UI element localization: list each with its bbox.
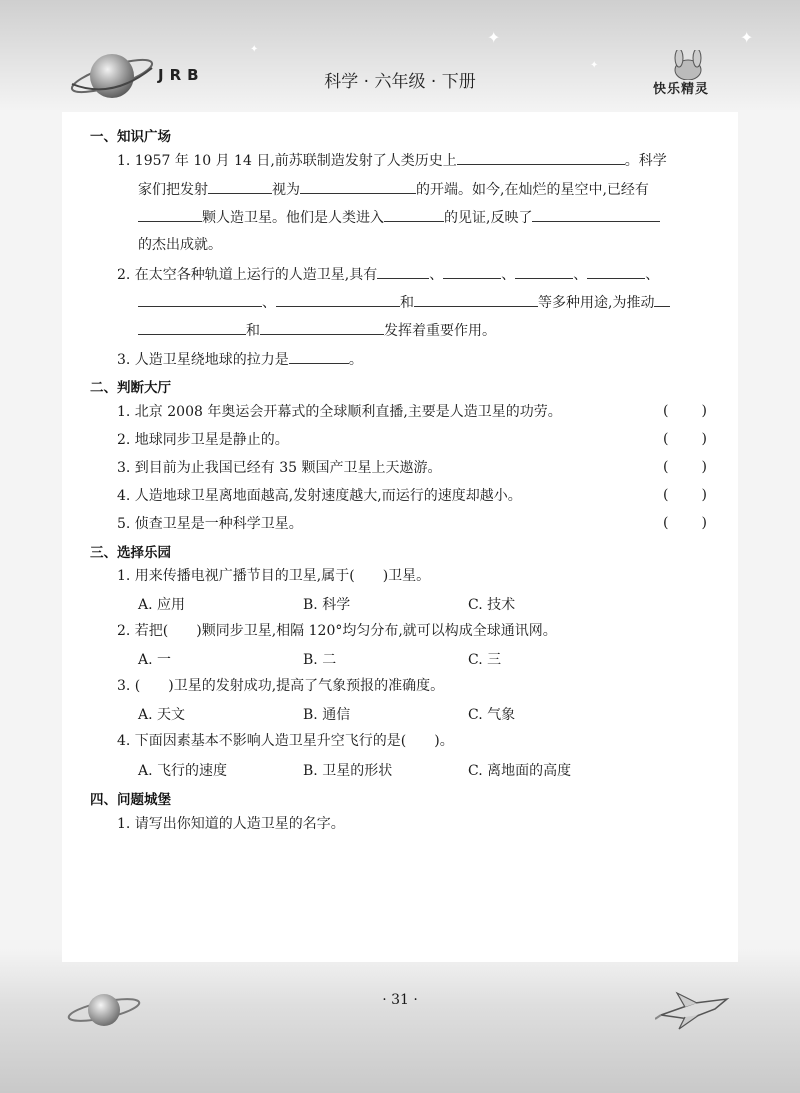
answer-blank[interactable] [515,265,573,279]
section-heading: 三、选择乐园 [90,545,171,561]
choice-option[interactable]: B. 科学 [303,597,351,613]
answer-blank[interactable] [138,321,246,335]
answer-blank[interactable] [443,265,501,279]
open-question: 1. 请写出你知道的人造卫星的名字。 [117,816,345,832]
question-line: 颗人造卫星。他们是人类进入 的见证,反映了 [138,208,660,227]
choice-option[interactable]: B. 通信 [303,707,351,723]
choice-option[interactable]: C. 三 [468,652,502,668]
answer-blank[interactable] [276,293,400,307]
answer-blank[interactable] [532,208,660,222]
brand-mark: JRB [158,66,205,84]
answer-parentheses[interactable]: ( ) [663,431,707,447]
question-line: 和 发挥着重要作用。 [138,321,496,340]
choice-question: 4. 下面因素基本不影响人造卫星升空飞行的是( )。 [117,733,454,749]
choice-option[interactable]: C. 离地面的高度 [468,763,572,779]
judgment-item: 2. 地球同步卫星是静止的。 [117,432,289,448]
question-line: 、 和 等多种用途,为推动 [138,293,670,312]
space-shuttle-icon [655,985,735,1035]
answer-blank[interactable] [414,293,538,307]
choice-option[interactable]: A. 飞行的速度 [138,763,228,779]
judgment-item: 5. 侦查卫星是一种科学卫星。 [117,516,303,532]
page-title: 科学 · 六年级 · 下册 [324,72,476,92]
choice-option[interactable]: B. 二 [303,652,337,668]
question-line: 1. 1957 年 10 月 14 日,前苏联制造发射了人类历史上 。科学 [117,153,667,169]
logo [653,50,723,100]
judgment-item: 1. 北京 2008 年奥运会开幕式的全球顺利直播,主要是人造卫星的功劳。 [117,404,562,420]
answer-blank[interactable] [260,321,384,335]
answer-parentheses[interactable]: ( ) [663,403,707,419]
section-heading: 四、问题城堡 [90,792,171,808]
choice-option[interactable]: C. 气象 [468,707,516,723]
judgment-item: 4. 人造地球卫星离地面越高,发射速度越大,而运行的速度却越小。 [117,488,522,504]
answer-blank[interactable] [208,180,272,194]
planet-icon [66,985,146,1035]
answer-blank[interactable] [377,265,429,279]
answer-blank[interactable] [587,265,645,279]
choice-option[interactable]: A. 天文 [138,707,186,723]
choice-option[interactable]: A. 一 [138,652,172,668]
choice-question: 2. 若把( )颗同步卫星,相隔 120°均匀分布,就可以构成全球通讯网。 [117,623,557,639]
question-line: 的杰出成就。 [138,237,222,253]
section-heading: 二、判断大厅 [90,380,171,396]
choice-option[interactable]: B. 卫星的形状 [303,763,393,779]
choice-question: 1. 用来传播电视广播节目的卫星,属于( )卫星。 [117,568,431,584]
judgment-item: 3. 到目前为止我国已经有 35 颗国产卫星上天遨游。 [117,460,442,476]
answer-blank[interactable] [654,293,670,307]
answer-parentheses[interactable]: ( ) [663,487,707,503]
page-number: · 31 · [382,992,418,1008]
answer-blank[interactable] [457,151,625,165]
question-line: 家们把发射 视为 的开端。如今,在灿烂的星空中,已经有 [138,182,649,198]
answer-blank[interactable] [300,180,416,194]
section-heading: 一、知识广场 [90,129,171,145]
star-icon: ✦ [250,44,259,55]
bunny-icon [653,50,723,80]
answer-parentheses[interactable]: ( ) [663,515,707,531]
choice-question: 3. ( )卫星的发射成功,提高了气象预报的准确度。 [117,678,445,694]
answer-parentheses[interactable]: ( ) [663,459,707,475]
star-icon: ✦ [740,28,754,47]
choice-option[interactable]: A. 应用 [138,597,186,613]
answer-blank[interactable] [289,350,349,364]
question-line: 2. 在太空各种轨道上运行的人造卫星,具有 、 、 、 、 [117,267,660,283]
star-icon: ✦ [590,60,599,71]
answer-blank[interactable] [138,293,262,307]
answer-blank[interactable] [138,208,202,222]
logo-text: 快乐精灵 [653,82,710,97]
question-line: 3. 人造卫星绕地球的拉力是 。 [117,352,363,368]
star-icon: ✦ [487,28,501,47]
choice-option[interactable]: C. 技术 [468,597,516,613]
answer-blank[interactable] [384,208,444,222]
